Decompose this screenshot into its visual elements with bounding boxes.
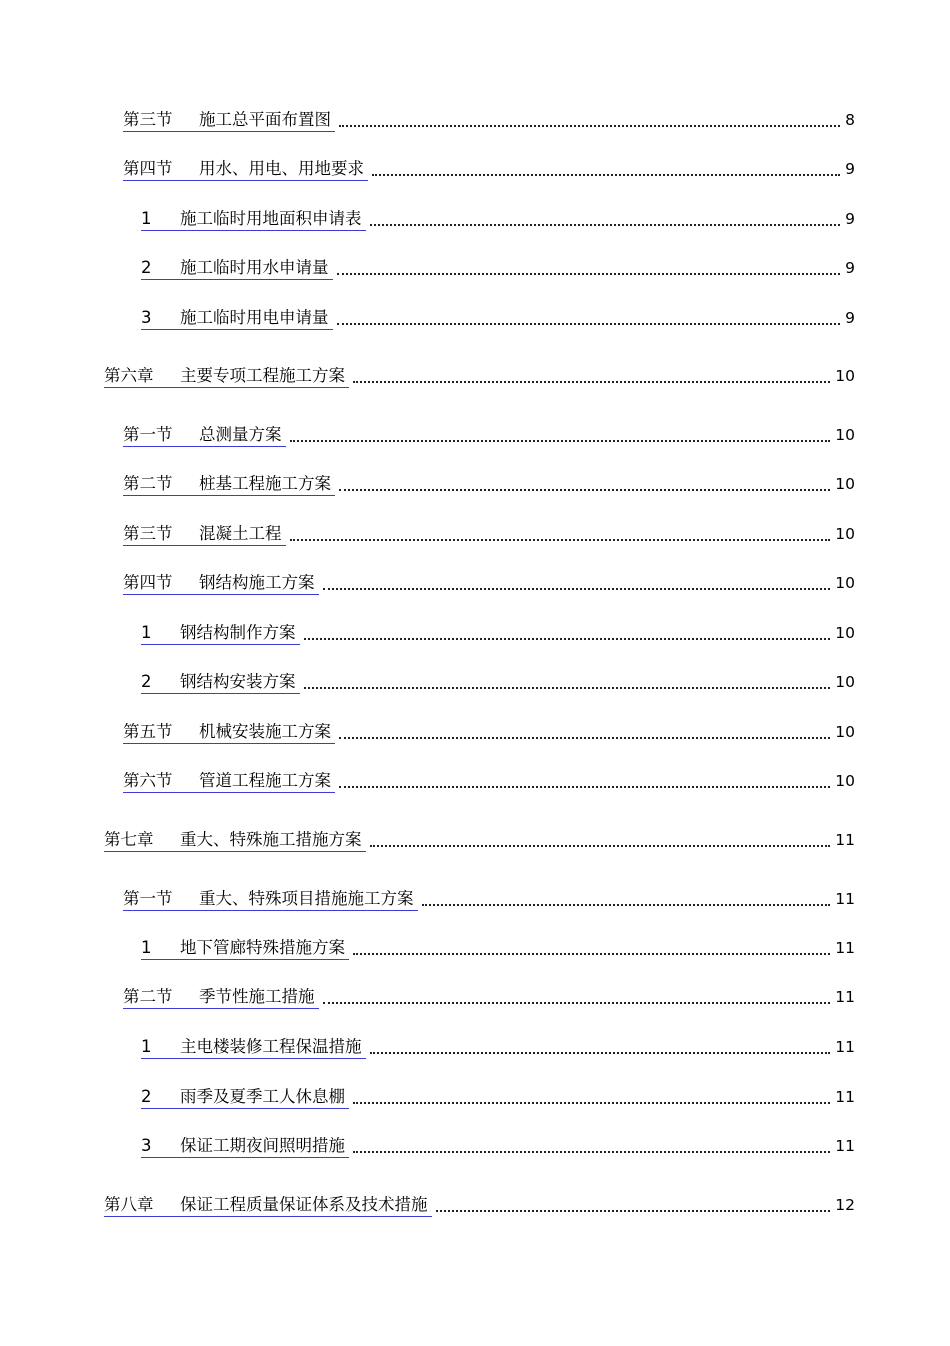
- toc-entry[interactable]: [104, 364, 855, 388]
- dot-leader: [323, 1002, 831, 1004]
- toc-page-number: 12: [835, 1196, 855, 1214]
- dot-leader: [353, 953, 830, 955]
- dot-leader: [353, 1151, 830, 1153]
- toc-page-number: 10: [835, 475, 855, 493]
- toc-page-number: 10: [835, 673, 855, 691]
- toc-title: 管道工程施工方案: [199, 771, 331, 790]
- toc-page-number: 10: [835, 772, 855, 790]
- toc-page-number: 10: [835, 574, 855, 592]
- toc-title: 钢结构制作方案: [180, 623, 296, 642]
- dot-leader: [353, 381, 830, 383]
- toc-page-number: 11: [835, 890, 855, 908]
- toc-title: 施工临时用地面积申请表: [180, 209, 362, 228]
- toc-number: 第一节: [123, 889, 173, 908]
- toc-title: 钢结构施工方案: [199, 573, 315, 592]
- toc-link[interactable]: [123, 110, 335, 132]
- toc-link[interactable]: [141, 623, 300, 645]
- dot-leader: [436, 1210, 831, 1212]
- toc-number: 第四节: [123, 573, 173, 592]
- toc-entry[interactable]: [123, 720, 855, 744]
- dot-leader: [372, 174, 840, 176]
- toc-page-number: 9: [845, 210, 855, 228]
- toc-page-number: 11: [835, 939, 855, 957]
- dot-leader: [339, 489, 830, 491]
- toc-link[interactable]: [123, 159, 368, 181]
- toc-link[interactable]: [141, 1037, 366, 1059]
- toc-number: 1: [141, 209, 152, 228]
- toc-link[interactable]: [141, 672, 300, 694]
- toc-title: 钢结构安装方案: [180, 672, 296, 691]
- toc-page-number: 10: [835, 723, 855, 741]
- dot-leader: [370, 1052, 831, 1054]
- toc-number: 1: [141, 938, 152, 957]
- toc-number: 第三节: [123, 110, 173, 129]
- toc-page-number: 11: [835, 1088, 855, 1106]
- toc-page-number: 11: [835, 1137, 855, 1155]
- toc-entry[interactable]: [141, 1085, 855, 1109]
- toc-title: 重大、特殊项目措施施工方案: [199, 889, 414, 908]
- toc-page-number: 11: [835, 831, 855, 849]
- dot-leader: [337, 273, 841, 275]
- dot-leader: [339, 737, 830, 739]
- toc-entry[interactable]: [123, 887, 855, 911]
- toc-page-number: 10: [835, 525, 855, 543]
- toc-link[interactable]: [123, 722, 335, 744]
- toc-link[interactable]: [141, 1136, 349, 1158]
- dot-leader: [370, 845, 831, 847]
- toc-link[interactable]: [141, 1087, 349, 1109]
- toc-title: 用水、用电、用地要求: [199, 159, 364, 178]
- toc-link[interactable]: [123, 987, 319, 1009]
- toc-page-number: 9: [845, 160, 855, 178]
- toc-page-number: 9: [845, 259, 855, 277]
- toc-entry[interactable]: [141, 621, 855, 645]
- toc-number: 2: [141, 672, 152, 691]
- dot-leader: [290, 539, 831, 541]
- toc-number: 2: [141, 1087, 152, 1106]
- toc-link[interactable]: [123, 889, 418, 911]
- toc-entry[interactable]: [123, 522, 855, 546]
- toc-link[interactable]: [141, 938, 349, 960]
- dot-leader: [304, 687, 831, 689]
- toc-entry[interactable]: [123, 571, 855, 595]
- toc-number: 2: [141, 258, 152, 277]
- toc-title: 施工临时用电申请量: [180, 308, 329, 327]
- toc-link[interactable]: [123, 474, 335, 496]
- dot-leader: [353, 1102, 830, 1104]
- toc-title: 地下管廊特殊措施方案: [180, 938, 345, 957]
- dot-leader: [339, 786, 830, 788]
- toc-entry[interactable]: [141, 1035, 855, 1059]
- dot-leader: [304, 638, 831, 640]
- toc-page-number: 10: [835, 367, 855, 385]
- toc-number: 第一节: [123, 425, 173, 444]
- dot-leader: [422, 904, 831, 906]
- toc-number: 第七章: [104, 830, 154, 849]
- toc-title: 总测量方案: [199, 425, 282, 444]
- toc-number: 第六章: [104, 366, 154, 385]
- toc-link[interactable]: [141, 258, 333, 280]
- toc-number: 3: [141, 1136, 152, 1155]
- toc-title: 机械安装施工方案: [199, 722, 331, 741]
- toc-title: 混凝土工程: [199, 524, 282, 543]
- toc-link[interactable]: [104, 830, 366, 852]
- toc-link[interactable]: [123, 524, 286, 546]
- toc-entry[interactable]: [104, 828, 855, 852]
- toc-entry[interactable]: [123, 423, 855, 447]
- toc-entry[interactable]: [141, 207, 855, 231]
- toc-number: 第八章: [104, 1195, 154, 1214]
- toc-number: 3: [141, 308, 152, 327]
- toc-title: 施工总平面布置图: [199, 110, 331, 129]
- toc-title: 施工临时用水申请量: [180, 258, 329, 277]
- toc-title: 桩基工程施工方案: [199, 474, 331, 493]
- toc-page-number: 10: [835, 426, 855, 444]
- toc-number: 第二节: [123, 987, 173, 1006]
- dot-leader: [339, 125, 840, 127]
- toc-link[interactable]: [123, 425, 286, 447]
- toc-link[interactable]: [104, 366, 349, 388]
- toc-title: 主要专项工程施工方案: [180, 366, 345, 385]
- toc-title: 保证工期夜间照明措施: [180, 1136, 345, 1155]
- toc-title: 季节性施工措施: [199, 987, 315, 1006]
- toc-title: 主电楼装修工程保温措施: [180, 1037, 362, 1056]
- dot-leader: [370, 224, 841, 226]
- toc-entry[interactable]: [123, 769, 855, 793]
- toc-number: 第三节: [123, 524, 173, 543]
- toc-page-number: 8: [845, 111, 855, 129]
- toc-entry[interactable]: [141, 256, 855, 280]
- dot-leader: [323, 588, 831, 590]
- toc-title: 保证工程质量保证体系及技术措施: [180, 1195, 428, 1214]
- toc-number: 1: [141, 1037, 152, 1056]
- toc-title: 雨季及夏季工人休息棚: [180, 1087, 345, 1106]
- toc-entry[interactable]: [141, 936, 855, 960]
- toc-entry[interactable]: [141, 670, 855, 694]
- toc-link[interactable]: [123, 573, 319, 595]
- toc-number: 1: [141, 623, 152, 642]
- toc-entry[interactable]: [141, 1134, 855, 1158]
- dot-leader: [337, 323, 841, 325]
- toc-number: 第四节: [123, 159, 173, 178]
- toc-number: 第二节: [123, 474, 173, 493]
- toc-title: 重大、特殊施工措施方案: [180, 830, 362, 849]
- toc-entry[interactable]: [123, 472, 855, 496]
- toc-entry[interactable]: [123, 157, 855, 181]
- toc-entry[interactable]: [123, 985, 855, 1009]
- dot-leader: [290, 440, 831, 442]
- toc-link[interactable]: [141, 209, 366, 231]
- toc-link[interactable]: [104, 1195, 432, 1217]
- toc-page-number: 9: [845, 309, 855, 327]
- toc-page-number: 11: [835, 988, 855, 1006]
- toc-number: 第六节: [123, 771, 173, 790]
- toc-entry[interactable]: [104, 1193, 855, 1217]
- toc-entry[interactable]: [123, 108, 855, 132]
- toc-page-number: 10: [835, 624, 855, 642]
- toc-link[interactable]: [141, 308, 333, 330]
- toc-link[interactable]: [123, 771, 335, 793]
- toc-number: 第五节: [123, 722, 173, 741]
- toc-entry[interactable]: [141, 306, 855, 330]
- toc-page-number: 11: [835, 1038, 855, 1056]
